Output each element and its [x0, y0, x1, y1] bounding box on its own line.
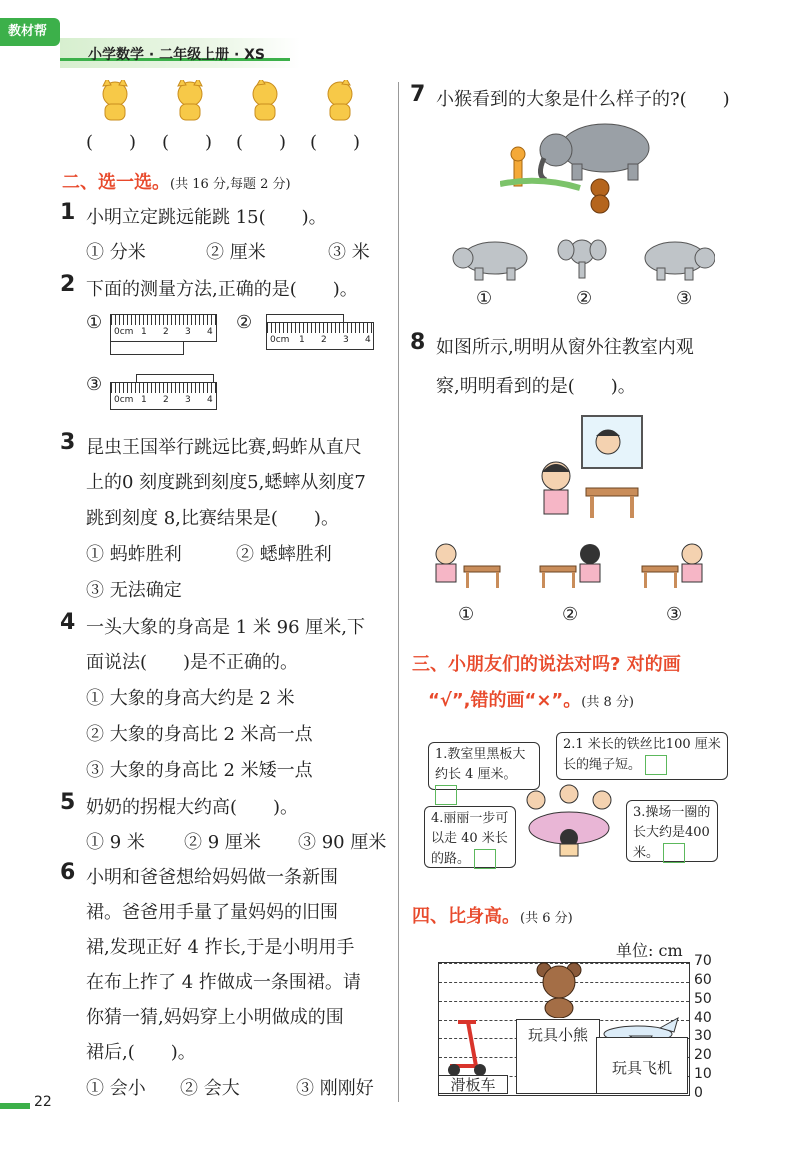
- q5-text: 奶奶的拐棍大约高( )。: [86, 797, 299, 818]
- q6-line-2: 裙。爸爸用手量了量妈妈的旧围: [86, 902, 338, 923]
- q8-line-2: 察,明明看到的是( )。: [436, 376, 636, 397]
- q2-number: 2: [60, 272, 76, 297]
- q3-line-3: 跳到刻度 8,比赛结果是( )。: [86, 508, 339, 529]
- q4-option-3[interactable]: ③ 大象的身高比 2 米矮一点: [86, 760, 313, 781]
- section-3-heading-line-1: 三、小朋友们的说法对吗? 对的画: [412, 654, 681, 675]
- scooter-icon: [446, 1018, 496, 1078]
- q8-options-illustration: [430, 540, 710, 592]
- chart-unit-label: 单位: cm: [616, 941, 683, 960]
- q2-option-1[interactable]: ①: [86, 312, 103, 333]
- q6-line-5: 你猜一猜,妈妈穿上小明做成的围: [86, 1007, 344, 1028]
- page-number-bar: [0, 1103, 30, 1109]
- claim-bubble-1: 1.教室里黑板大约长 4 厘米。: [428, 742, 540, 790]
- section-2-heading: 二、选一选。(共 16 分,每题 2 分): [62, 172, 291, 193]
- answer-box-2[interactable]: [645, 755, 667, 775]
- y-tick-10: 10: [694, 1066, 712, 1083]
- q3-line-2: 上的0 刻度跳到刻度5,蟋蟀从刻度7: [86, 472, 366, 493]
- q4-line-2: 面说法( )是不正确的。: [86, 652, 299, 673]
- q7-option-3[interactable]: ③: [676, 288, 693, 309]
- q8-line-1: 如图所示,明明从窗外往教室内观: [436, 337, 694, 358]
- q8-option-1[interactable]: ①: [458, 604, 475, 625]
- page-number: 22: [34, 1094, 52, 1110]
- claim-bubble-3: 3.操场一圈的长大约是400米。: [626, 800, 718, 862]
- label-toy-airplane: 玩具飞机: [596, 1037, 688, 1094]
- q8-number: 8: [410, 330, 426, 355]
- answer-box-3[interactable]: [663, 843, 685, 863]
- q6-option-1[interactable]: ① 会小: [86, 1078, 146, 1099]
- view-option-1-icon: [436, 544, 500, 588]
- q2-option-2[interactable]: ②: [236, 312, 253, 333]
- q8-option-2[interactable]: ②: [562, 604, 579, 625]
- section-3-heading-line-2: “√”,错的画“×”。(共 8 分): [428, 690, 634, 711]
- q7-option-1[interactable]: ①: [476, 288, 493, 309]
- label-toy-bear: 玩具小熊: [516, 1019, 600, 1094]
- elephant-front-icon: [558, 240, 606, 278]
- view-option-2-icon: [540, 544, 600, 588]
- y-tick-70: 70: [694, 953, 712, 969]
- q6-line-1: 小明和爸爸想给妈妈做一条新围: [86, 867, 338, 888]
- q6-option-2[interactable]: ② 会大: [180, 1078, 240, 1099]
- q8-option-3[interactable]: ③: [666, 604, 683, 625]
- y-tick-30: 30: [694, 1028, 712, 1045]
- elephant-side-left-icon: [453, 242, 527, 280]
- page-header-title: 小学数学 · 二年级上册 · XS: [88, 47, 266, 63]
- monkey-icon: [591, 179, 609, 213]
- cat-side-right-icon: [328, 80, 352, 120]
- y-tick-0: 0: [694, 1085, 703, 1101]
- q2-text: 下面的测量方法,正确的是( )。: [86, 279, 358, 300]
- q2-ruler-2: 0cm 1 2 3 4: [266, 322, 374, 350]
- q7-elephant-views: [445, 236, 715, 282]
- cat-back-icon: [178, 80, 202, 120]
- cat-side-left-icon: [253, 80, 277, 120]
- section-4-heading: 四、比身高。(共 6 分): [412, 906, 573, 927]
- q3-option-3[interactable]: ③ 无法确定: [86, 580, 182, 601]
- cat-blank-2[interactable]: ( ): [162, 132, 213, 153]
- q7-option-2[interactable]: ②: [576, 288, 593, 309]
- q4-line-1: 一头大象的身高是 1 米 96 厘米,下: [86, 617, 365, 638]
- label-scooter: 滑板车: [438, 1075, 508, 1094]
- elephant-icon: [540, 124, 649, 180]
- column-divider: [398, 82, 399, 1102]
- q2-ruler-3: 0cm 1 2 3 4: [110, 382, 217, 410]
- q5-option-3[interactable]: ③ 90 厘米: [298, 832, 387, 853]
- q6-line-3: 裙,发现正好 4 拃长,于是小明用手: [86, 937, 355, 958]
- elephant-side-right-icon: [645, 242, 715, 280]
- y-tick-60: 60: [694, 971, 712, 988]
- q1-text: 小明立定跳远能跳 15( )。: [86, 207, 327, 228]
- desk-icon: [586, 488, 638, 496]
- classroom-window-illustration: [528, 414, 648, 528]
- monkey-elephant-illustration: [500, 118, 670, 214]
- q3-option-1[interactable]: ① 蚂蚱胜利: [86, 544, 182, 565]
- q2-object-1: [110, 341, 184, 355]
- q7-number: 7: [410, 82, 426, 107]
- answer-box-1[interactable]: [435, 785, 457, 805]
- q6-number: 6: [60, 860, 76, 885]
- q5-number: 5: [60, 790, 76, 815]
- y-tick-50: 50: [694, 990, 712, 1007]
- children-at-table-illustration: [516, 784, 622, 858]
- height-chart-y-axis: [692, 953, 732, 1101]
- cat-front-icon: [103, 80, 127, 120]
- q1-option-1[interactable]: ① 分米: [86, 242, 146, 263]
- cat-blank-4[interactable]: ( ): [310, 132, 361, 153]
- q7-text: 小猴看到的大象是什么样子的?( ): [436, 89, 730, 110]
- q1-option-3[interactable]: ③ 米: [328, 242, 370, 263]
- y-tick-40: 40: [694, 1009, 712, 1026]
- claim-bubble-2: 2.1 米长的铁丝比100 厘米长的绳子短。: [556, 732, 728, 780]
- cats-illustration: [95, 80, 375, 128]
- brand-badge: 教材帮: [0, 18, 60, 46]
- toy-bear-icon: [534, 960, 584, 1018]
- q4-option-1[interactable]: ① 大象的身高大约是 2 米: [86, 688, 295, 709]
- q2-ruler-1: 0cm 1 2 3 4: [110, 314, 217, 342]
- q3-line-1: 昆虫王国举行跳远比赛,蚂蚱从直尺: [86, 437, 362, 458]
- q6-option-3[interactable]: ③ 刚刚好: [296, 1078, 374, 1099]
- y-tick-20: 20: [694, 1047, 712, 1064]
- q1-number: 1: [60, 200, 76, 225]
- q1-option-2[interactable]: ② 厘米: [206, 242, 266, 263]
- q5-option-2[interactable]: ② 9 厘米: [184, 832, 261, 853]
- q6-line-4: 在布上拃了 4 拃做成一条围裙。请: [86, 972, 361, 993]
- q4-number: 4: [60, 610, 76, 635]
- q5-option-1[interactable]: ① 9 米: [86, 832, 145, 853]
- view-option-3-icon: [642, 544, 702, 588]
- answer-box-4[interactable]: [474, 849, 496, 869]
- q6-line-6: 裙后,( )。: [86, 1042, 196, 1063]
- q3-option-2[interactable]: ② 蟋蟀胜利: [236, 544, 332, 565]
- cat-blank-3[interactable]: ( ): [236, 132, 287, 153]
- cat-blank-1[interactable]: ( ): [86, 132, 137, 153]
- q2-option-3[interactable]: ③: [86, 374, 103, 395]
- q3-number: 3: [60, 430, 76, 455]
- q4-option-2[interactable]: ② 大象的身高比 2 米高一点: [86, 724, 313, 745]
- claim-bubble-4: 4.丽丽一步可以走 40 米长的路。: [424, 806, 516, 868]
